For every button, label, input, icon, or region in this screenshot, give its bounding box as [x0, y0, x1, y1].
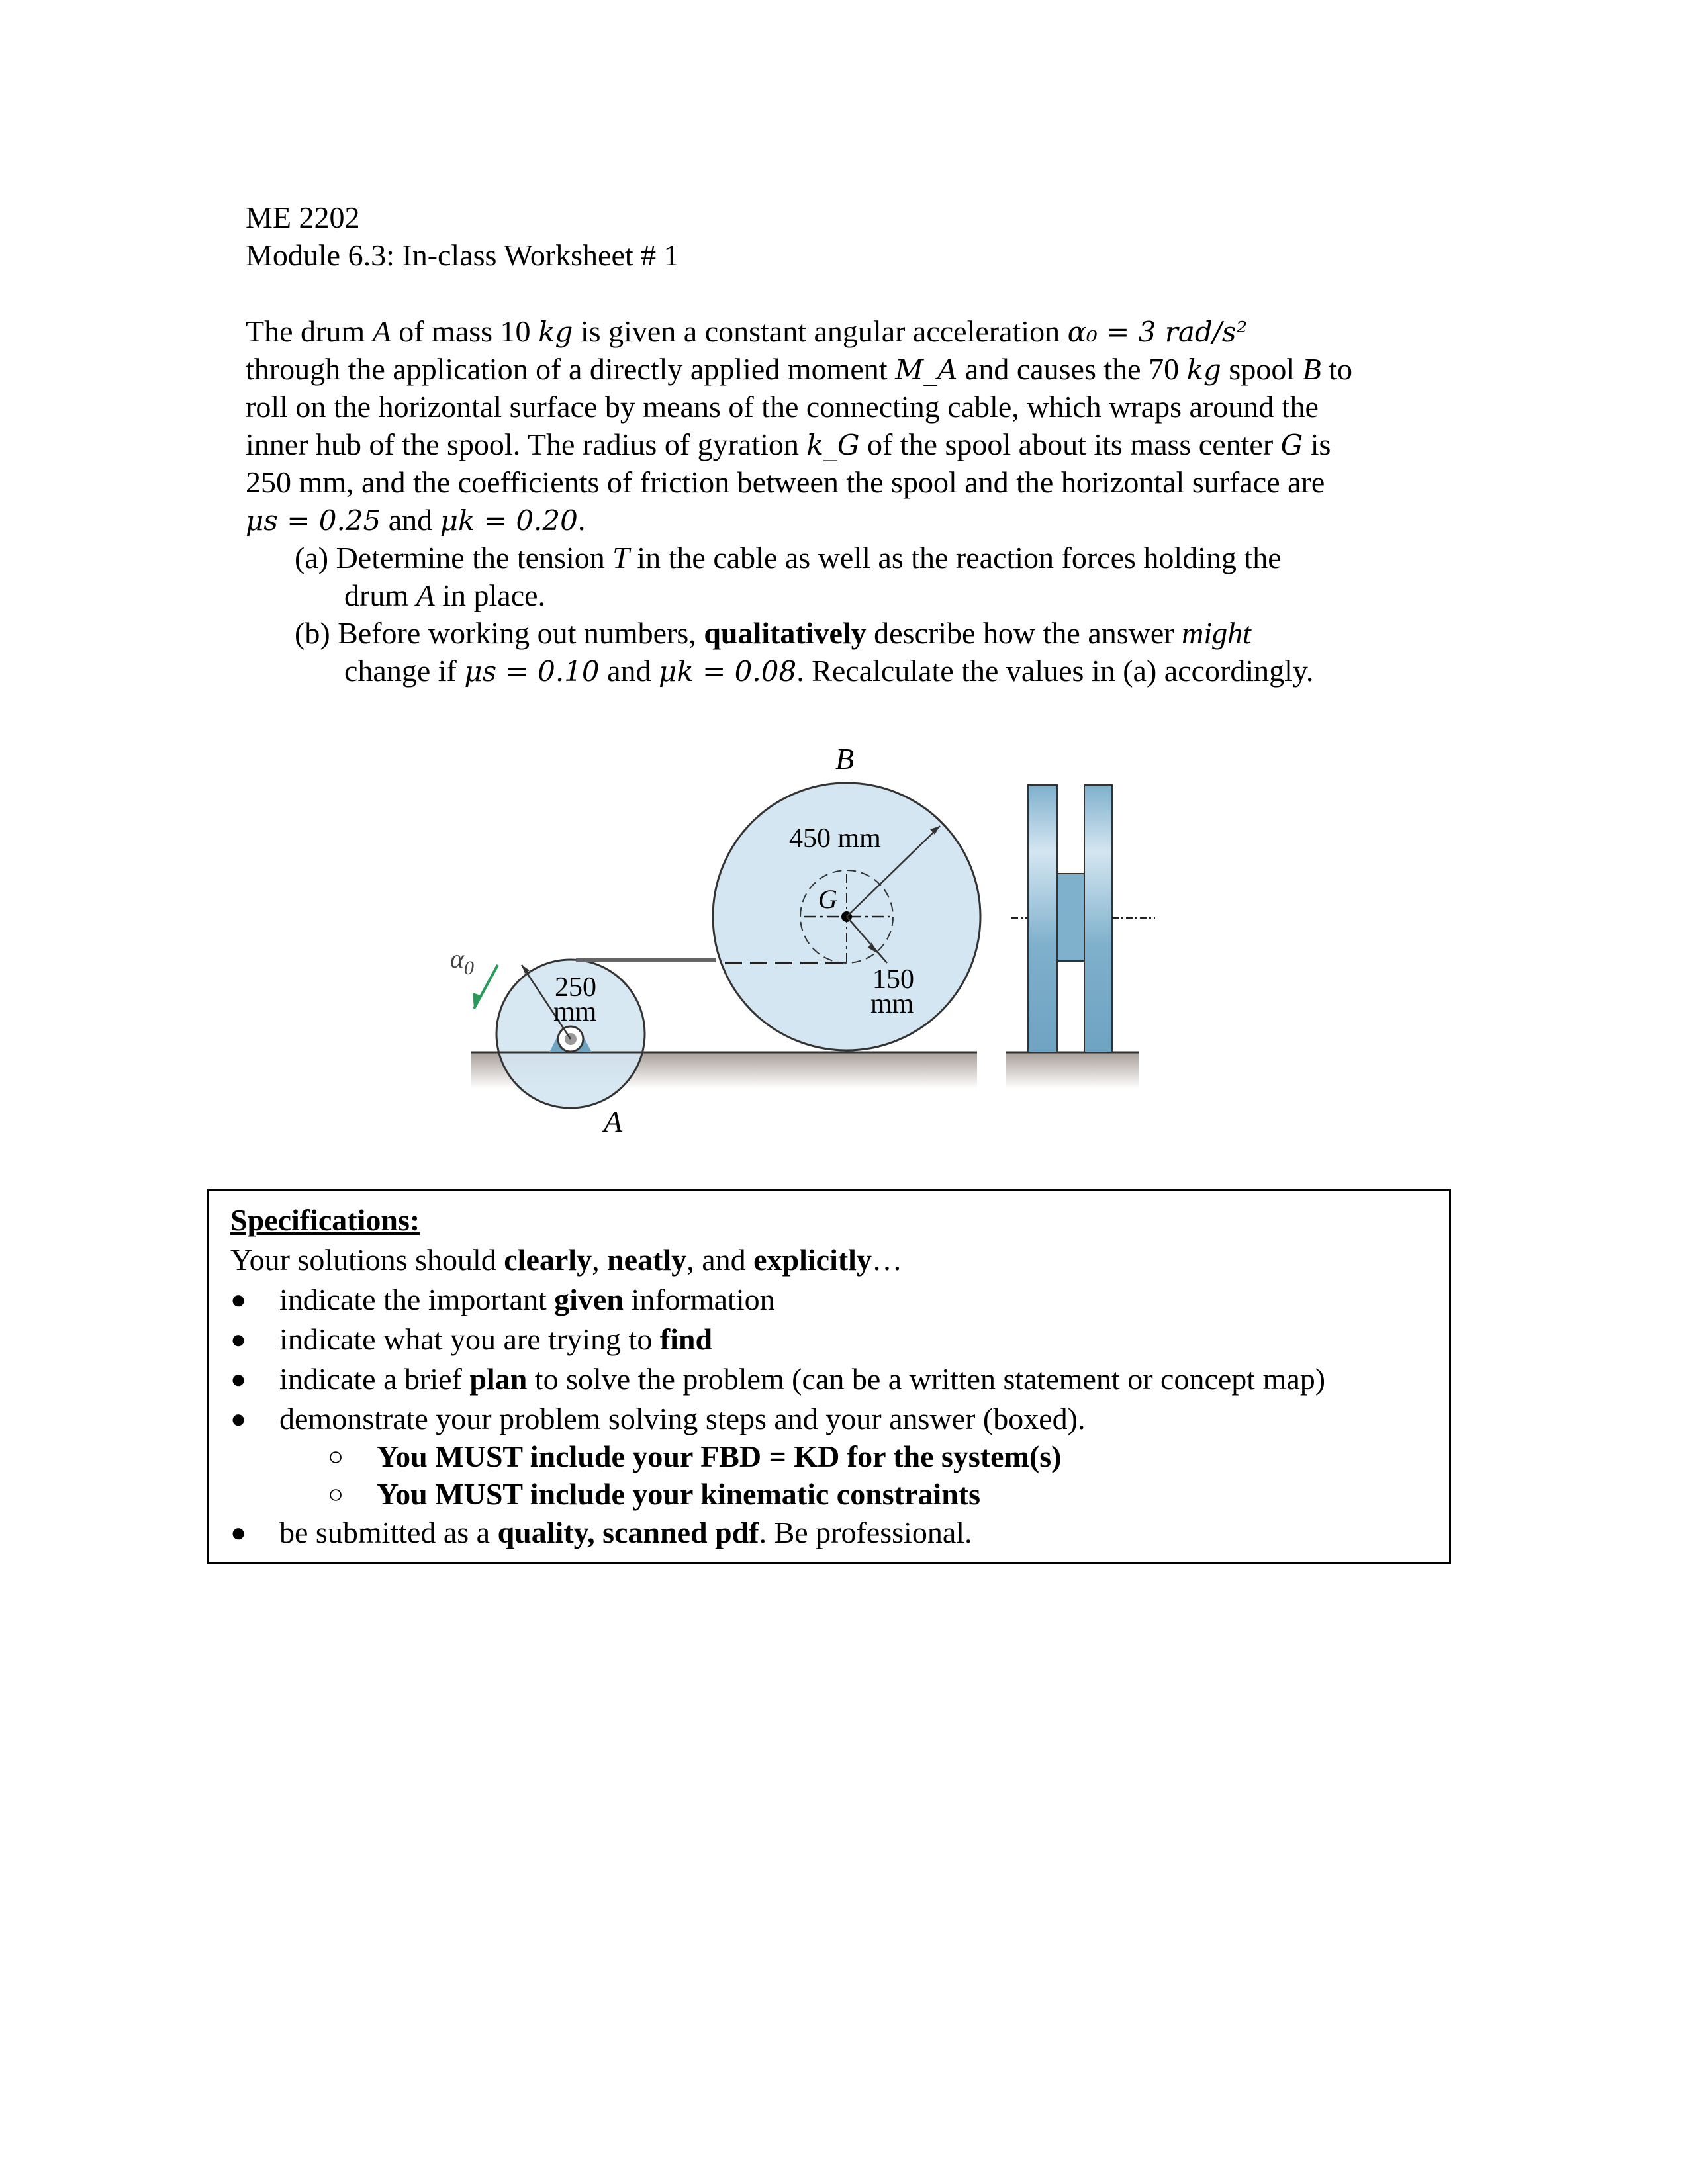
course-title: ME 2202: [246, 201, 360, 234]
hub-radius-unit: mm: [870, 989, 914, 1019]
spec-bullet-1: ● indicate the important given information: [230, 1283, 775, 1316]
side-hub: [1057, 874, 1084, 961]
problem-line-5: 250 mm, and the coefficients of friction between the spool and the horizontal surface are: [246, 465, 1325, 499]
outer-radius-label: 450 mm: [789, 823, 881, 854]
side-plate-left: [1028, 785, 1057, 1052]
label-B: B: [835, 742, 855, 776]
drum-radius-unit: mm: [553, 997, 597, 1027]
part-a-line-1: (a) Determine the tension T in the cable as well as the reaction forces holding the: [295, 541, 1282, 574]
drum-radius-number: 250: [555, 972, 596, 1003]
spec-sub-1: ○ You MUST include your FBD = KD for the system(s): [328, 1439, 1062, 1473]
specs-intro: Your solutions should clearly, neatly, and explicitly…: [230, 1243, 902, 1277]
label-G: G: [818, 884, 837, 914]
spec-bullet-5: ● be submitted as a quality, scanned pdf. Be professional.: [230, 1516, 972, 1549]
part-a-line-2: drum A in place.: [344, 578, 546, 612]
spec-bullet-3: ● indicate a brief plan to solve the problem (can be a written statement or concept map): [230, 1362, 1326, 1396]
side-plate-right: [1084, 785, 1112, 1052]
specs-title: Specifications:: [230, 1203, 420, 1237]
part-b-line-2: change if μs = 0.10 and μk = 0.08. Recalculate the values in (a) accordingly.: [344, 654, 1314, 688]
spec-bullet-4: ● demonstrate your problem solving steps and your answer (boxed).: [230, 1402, 1086, 1435]
alpha-arrow-icon: [474, 965, 498, 1009]
module-title: Module 6.3: In-class Worksheet # 1: [246, 238, 679, 272]
alpha-label: $\alpha_0$: [450, 944, 474, 979]
problem-line-6: μs = 0.25 and μk = 0.20.: [246, 503, 586, 537]
ground-side: [1006, 1052, 1139, 1089]
problem-line-1: The drum A of mass 10 kg is given a constant angular acceleration α₀ = 3 rad/s²: [246, 314, 1248, 348]
hub-radius-number: 150: [872, 964, 914, 995]
part-b-line-1: (b) Before working out numbers, qualitatively describe how the answer might: [295, 616, 1251, 650]
problem-line-3: roll on the horizontal surface by means of the connecting cable, which wraps around the: [246, 390, 1319, 424]
spec-bullet-2: ● indicate what you are trying to find: [230, 1322, 713, 1356]
problem-line-2: through the application of a directly applied moment M_A and causes the 70 kg spool B to: [246, 352, 1352, 386]
specifications-box: [207, 1189, 1451, 1564]
spec-sub-2: ○ You MUST include your kinematic constraints: [328, 1477, 981, 1511]
problem-line-4: inner hub of the spool. The radius of gyration k_G of the spool about its mass center G is: [246, 428, 1331, 461]
label-A: A: [604, 1105, 623, 1138]
